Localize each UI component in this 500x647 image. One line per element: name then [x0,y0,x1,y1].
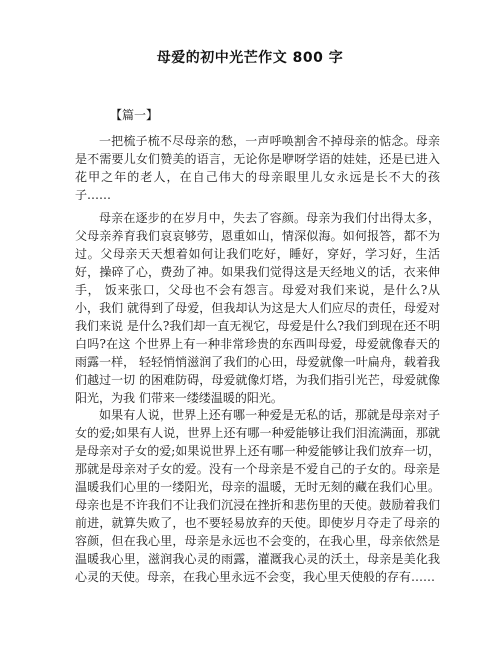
page-title: 母爱的初中光芒作文 800 字 [156,50,344,66]
paragraph-1: 一把梳子梳不尽母亲的愁，一声呼唤割舍不掉母亲的惦念。母亲是不需要儿女们赞美的语言，无论你是咿呀学语的娃娃，还是已进入花甲之年的老人，在自己伟大的母亲眼里儿女永远是长不大的孩子…… [75,134,440,202]
section-label: 【篇一】 [110,108,159,122]
paragraph-2: 母亲在逐步的在岁月中，失去了容颜。母亲为我们付出得太多，父母亲养育我们哀哀够劳，恩重如山，情深似海。如何报答，都不为过。父母亲天天想着如何让我们吃好，睡好，穿好，学习好，生活好，操碎了心，费劲了神。如果我们觉得这是天经地义的话，衣来伸手， 饭来张口，父母也不会有怨言。母爱对我们来说，是什么?从小，我们 就得到了母爱，但我却认为这是大人们应尽的责任，母爱对我们来说 是什么?我们却一直无视它，母爱是什么?我们到现在还不明白吗?在这 个世界上有一种非常珍贵的东西叫母爱，母爱就像春天的雨露一样， 轻轻悄悄滋润了我们的心田，母爱就像一叶扁舟，载着我们越过一切 的困难防碍，母爱就像灯塔，为我们指引光芒，母爱就像阳光，为我 们带来一缕缕温暖的阳光。 [75,211,440,405]
paragraph-3: 如果有人说，世界上还有哪一种爱是无私的话，那就是母亲对子女的爱;如果有人说，世界上还有哪一种爱能够让我们泪流满面，那就是母亲对子女的爱;如果说世界上还有哪一种爱能够让我们放弃一切，那就是母亲对子女的爱。没有一个母亲是不爱自己的子女的。母亲是温暖我们心里的一缕阳光，母亲的温暖，无时无刻的藏在我们心里。母亲也是不许我们不让我们沉浸在挫折和悲伤里的天使。鼓励着我们前进，就算失败了，也不要轻易放弃的天使。即使岁月夺走了母亲的容颜，但在我心里，母亲是永远也不会变的，在我心里，母亲依然是温暖我心里，滋润我心灵的雨露，灌溉我心灵的沃土，母亲是美化我心灵的天使。母亲，在我心里永远不会变，我心里天使般的存有…… [75,408,440,584]
